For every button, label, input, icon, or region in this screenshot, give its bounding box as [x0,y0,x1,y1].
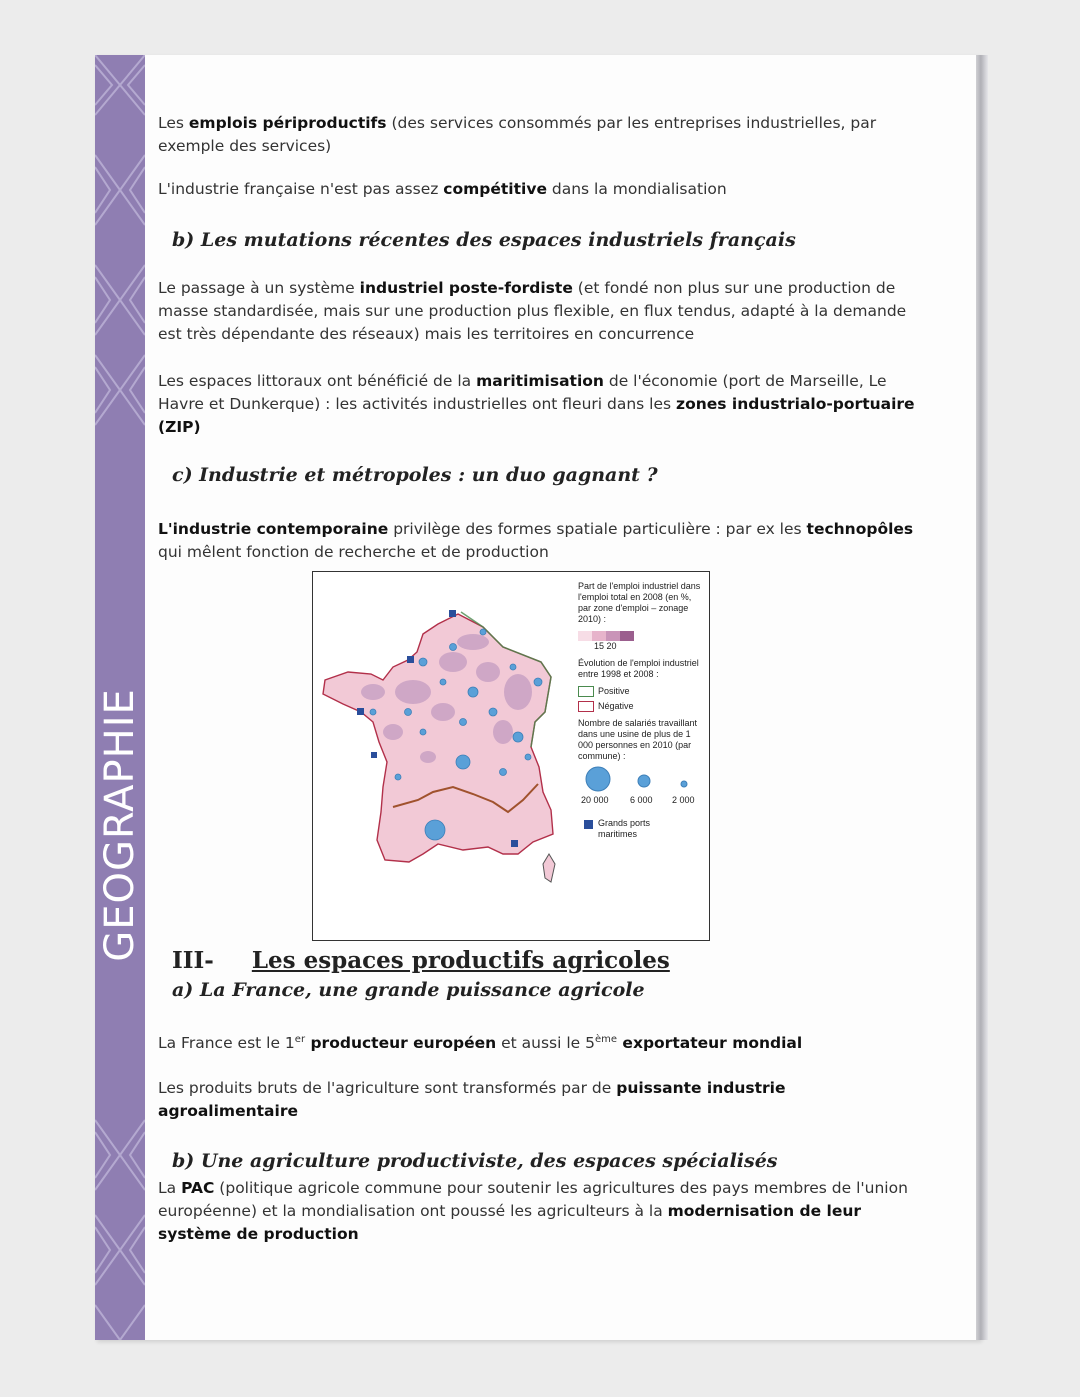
sidebar-title: GEOGRAPHIE [97,688,143,962]
paragraph-periproductifs: Les emplois périproductifs (des services consommés par les entreprises industrielles, par exemple des services) [158,114,877,155]
legend-color-ramp [578,631,704,641]
paragraph-technopoles: L'industrie contemporaine privilège des formes spatiale particulière : par ex les technopôles qui mêlent fonction de recherche et de production [158,520,914,561]
legend-ramp-ticks: 15 20 [594,641,617,651]
legend-positive: Positive [578,686,704,697]
legend-circle-2000: 2 000 [672,795,695,806]
page-edge [976,55,988,1340]
heading-b-productiviste: b) Une agriculture productiviste, des espaces spécialisés [172,1150,778,1172]
heading-b-mutations: b) Les mutations récentes des espaces industriels français [172,229,796,251]
map-legend [578,581,704,840]
sidebar-band [95,55,145,1340]
heading-a-puissance-agricole: a) La France, une grande puissance agricole [172,979,645,1001]
legend-workers-title: Nombre de salariés travaillant dans une usine de plus de 1 000 personnes en 2010 (par commune) : [578,718,698,762]
section-iii-heading: III- Les espaces productifs agricoles [172,947,670,974]
paragraph-producteur: La France est le 1er producteur européen et aussi le 5ème exportateur mondial [158,1034,803,1053]
legend-ports: Grands ports maritimes [578,818,704,840]
legend-evolution-title: Évolution de l'emploi industriel entre 1998 et 2008 : [578,658,699,679]
heading-c-metropoles: c) Industrie et métropoles : un duo gagnant ? [172,464,658,486]
paragraph-post-fordiste: Le passage à un système industriel poste-fordiste (et fondé non plus sur une production de masse standardisée, mais sur une production plus flexible, en flux tendus, adapté à la demande est très dépendante des réseaux) mais les territoires en concurrence [158,279,907,343]
legend-circle-20000: 20 000 [581,795,609,806]
legend-circle-6000: 6 000 [630,795,653,806]
france-map-icon [313,572,578,937]
port-square-icon [584,820,593,829]
legend-circles [578,766,704,812]
paragraph-agroalimentaire: Les produits bruts de l'agriculture sont transformés par de puissante industrie agroalimentaire [158,1079,786,1120]
paragraph-pac: La PAC (politique agricole commune pour soutenir les agricultures des pays membres de l'union européenne) et la mondialisation ont poussé les agriculteurs à la modernisation de leur système de production [158,1179,908,1243]
paragraph-competitive: L'industrie française n'est pas assez compétitive dans la mondialisation [158,180,727,198]
legend-circle-icons [578,766,704,792]
legend-share-title: Part de l'emploi industriel dans l'emploi total en 2008 (en %, par zone d'emploi – zonage 2010) : [578,581,701,624]
paragraph-littoraux: Les espaces littoraux ont bénéficié de la maritimisation de l'économie (port de Marseille, Le Havre et Dunkerque) : les activités industrielles ont fleuri dans les zones industrialo-portuaire (ZIP) [158,372,915,436]
legend-negative: Négative [578,701,704,712]
